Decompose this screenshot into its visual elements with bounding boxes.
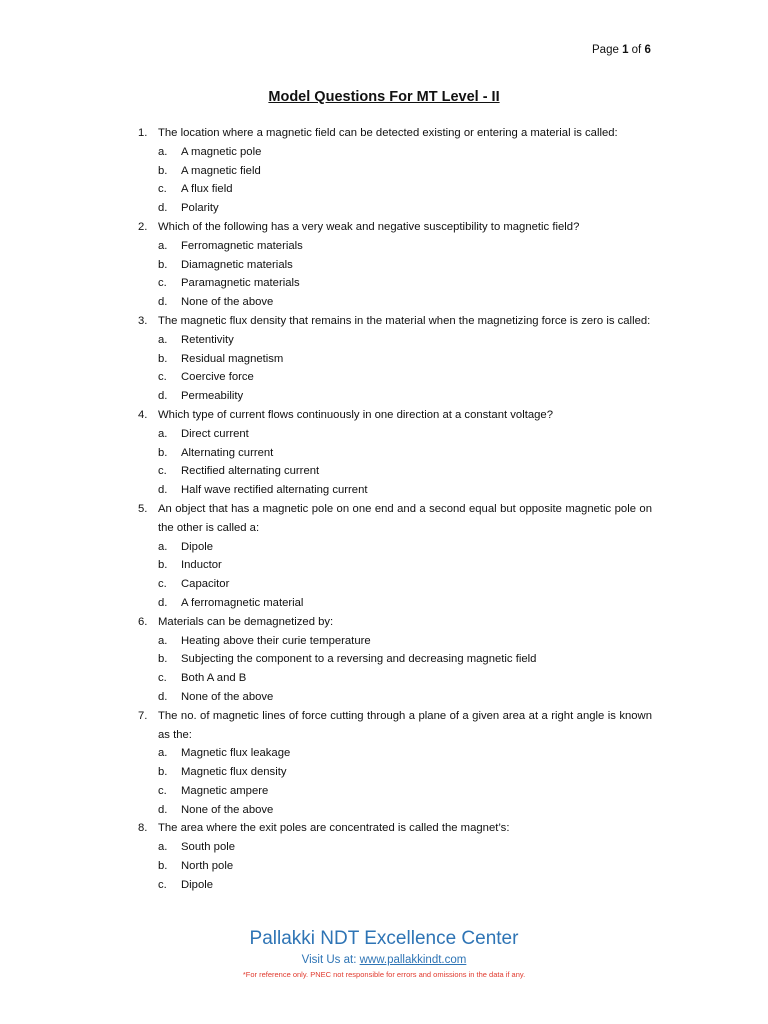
answer-option (138, 274, 652, 293)
answer-option (138, 256, 652, 275)
answer-option (138, 801, 652, 820)
option-letter: c. (158, 371, 167, 384)
answer-option (138, 688, 652, 707)
option-text: Dipole (181, 878, 214, 891)
question-line (138, 218, 652, 237)
footer-visit-label: Visit Us at: (301, 954, 360, 966)
option-letter: d. (158, 484, 168, 497)
option-text: Magnetic flux density (181, 766, 287, 779)
question-item (138, 124, 652, 218)
answer-option (138, 669, 652, 688)
answer-option (138, 199, 652, 218)
option-letter: a. (158, 841, 168, 854)
document-title (0, 89, 768, 105)
answer-option (138, 763, 652, 782)
option-text: Coercive force (181, 371, 254, 384)
option-text: Residual magnetism (181, 352, 284, 365)
footer-visit-line (0, 954, 768, 966)
document-title-text: Model Questions For MT Level - II (268, 89, 500, 105)
option-letter: c. (158, 465, 167, 478)
question-text: The location where a magnetic field can be detected existing or entering a material is called: (158, 127, 618, 139)
answer-option (138, 350, 652, 369)
option-text: A ferromagnetic material (181, 596, 304, 609)
question-item (138, 819, 652, 894)
option-text: Alternating current (181, 446, 274, 459)
option-text: None of the above (181, 296, 274, 309)
question-number: 2. (138, 220, 148, 233)
option-letter: a. (158, 634, 168, 647)
option-letter: a. (158, 540, 168, 553)
question-text: Which of the following has a very weak and negative susceptibility to magnetic field? (158, 220, 580, 233)
question-number: 8. (138, 822, 148, 835)
question-text: Which type of current flows continuously in one direction at a constant voltage? (158, 408, 553, 421)
question-line (138, 707, 652, 745)
option-text: Diamagnetic materials (181, 258, 293, 271)
question-item (138, 707, 652, 820)
question-line (138, 124, 652, 143)
option-text: Magnetic flux leakage (181, 747, 291, 760)
answer-option (138, 876, 652, 895)
option-letter: d. (158, 202, 168, 215)
option-letter: b. (158, 653, 168, 666)
option-text: Subjecting the component to a reversing and decreasing magnetic field (181, 653, 537, 666)
option-letter: b. (158, 258, 168, 271)
option-letter: b. (158, 352, 168, 365)
option-letter: c. (158, 672, 167, 685)
question-number: 5. (138, 502, 148, 515)
option-text: Magnetic ampere (181, 784, 269, 797)
page-number (592, 44, 651, 56)
option-letter: a. (158, 427, 168, 440)
answer-option (138, 744, 652, 763)
option-text: Retentivity (181, 333, 234, 346)
page-current: 1 (622, 44, 629, 56)
option-letter: b. (158, 766, 168, 779)
answer-option (138, 425, 652, 444)
option-text: Ferromagnetic materials (181, 239, 303, 252)
question-item (138, 500, 652, 613)
option-text: Polarity (181, 202, 219, 215)
option-text: None of the above (181, 803, 274, 816)
option-text: Both A and B (181, 672, 247, 685)
question-number: 7. (138, 709, 148, 722)
option-letter: a. (158, 333, 168, 346)
option-text: A magnetic field (181, 164, 261, 177)
option-text: Direct current (181, 427, 249, 440)
option-letter: a. (158, 747, 168, 760)
option-text: Inductor (181, 559, 222, 572)
answer-option (138, 331, 652, 350)
answer-option (138, 180, 652, 199)
answer-option (138, 368, 652, 387)
question-text: Materials can be demagnetized by: (158, 615, 334, 628)
option-letter: c. (158, 578, 167, 591)
option-letter: c. (158, 784, 167, 797)
option-text: Permeability (181, 390, 244, 403)
question-number: 1. (138, 127, 148, 139)
option-letter: b. (158, 164, 168, 177)
option-text: Capacitor (181, 578, 230, 591)
answer-option (138, 162, 652, 181)
answer-option (138, 838, 652, 857)
option-letter: d. (158, 390, 168, 403)
option-text: A magnetic pole (181, 145, 262, 158)
option-letter: d. (158, 596, 168, 609)
question-line (138, 312, 652, 331)
question-text: The magnetic flux density that remains in the material when the magnetizing force is zero is called: (158, 314, 651, 327)
answer-option (138, 237, 652, 256)
question-text: The area where the exit poles are concentrated is called the magnet’s: (158, 822, 510, 835)
page-total: 6 (644, 44, 651, 56)
question-number: 4. (138, 408, 148, 421)
option-letter: a. (158, 239, 168, 252)
page-of: of (628, 44, 645, 56)
option-letter: b. (158, 446, 168, 459)
question-item (138, 406, 652, 500)
answer-option (138, 632, 652, 651)
question-item (138, 218, 652, 312)
option-text: North pole (181, 860, 234, 873)
question-list (138, 124, 652, 895)
page-prefix: Page (592, 44, 623, 56)
option-text: Heating above their curie temperature (181, 634, 371, 647)
question-line (138, 406, 652, 425)
question-line (138, 613, 652, 632)
option-letter: d. (158, 690, 168, 703)
question-text: An object that has a magnetic pole on one end and a second equal but opposite magnetic pole on the other is called a: (158, 502, 652, 534)
question-number: 6. (138, 615, 148, 628)
answer-option (138, 143, 652, 162)
answer-option (138, 444, 652, 463)
option-letter: b. (158, 559, 168, 572)
option-letter: c. (158, 277, 167, 290)
answer-option (138, 782, 652, 801)
option-letter: d. (158, 803, 168, 816)
answer-option (138, 594, 652, 613)
footer-center-name: Pallakki NDT Excellence Center (249, 928, 519, 949)
question-number: 3. (138, 314, 148, 327)
answer-option (138, 293, 652, 312)
option-letter: c. (158, 183, 167, 196)
option-letter: d. (158, 296, 168, 309)
option-letter: c. (158, 878, 167, 891)
question-item (138, 613, 652, 707)
answer-option (138, 556, 652, 575)
option-letter: b. (158, 860, 168, 873)
answer-option (138, 387, 652, 406)
option-text: Half wave rectified alternating current (181, 484, 368, 497)
answer-option (138, 462, 652, 481)
answer-option (138, 650, 652, 669)
option-text: Dipole (181, 540, 214, 553)
option-letter: a. (158, 145, 168, 158)
question-text: The no. of magnetic lines of force cutting through a plane of a given area at a right angle is known as the: (158, 709, 652, 741)
answer-option (138, 575, 652, 594)
option-text: None of the above (181, 690, 274, 703)
footer-disclaimer: *For reference only. PNEC not responsible for errors and omissions in the data if any. (242, 970, 526, 979)
answer-option (138, 481, 652, 500)
option-text: A flux field (181, 183, 233, 196)
option-text: South pole (181, 841, 236, 854)
option-text: Paramagnetic materials (181, 277, 300, 290)
answer-option (138, 857, 652, 876)
question-line (138, 500, 652, 538)
website-link[interactable]: www.pallakkindt.com (359, 954, 467, 966)
option-text: Rectified alternating current (181, 465, 320, 478)
question-item (138, 312, 652, 406)
answer-option (138, 538, 652, 557)
question-line (138, 819, 652, 838)
